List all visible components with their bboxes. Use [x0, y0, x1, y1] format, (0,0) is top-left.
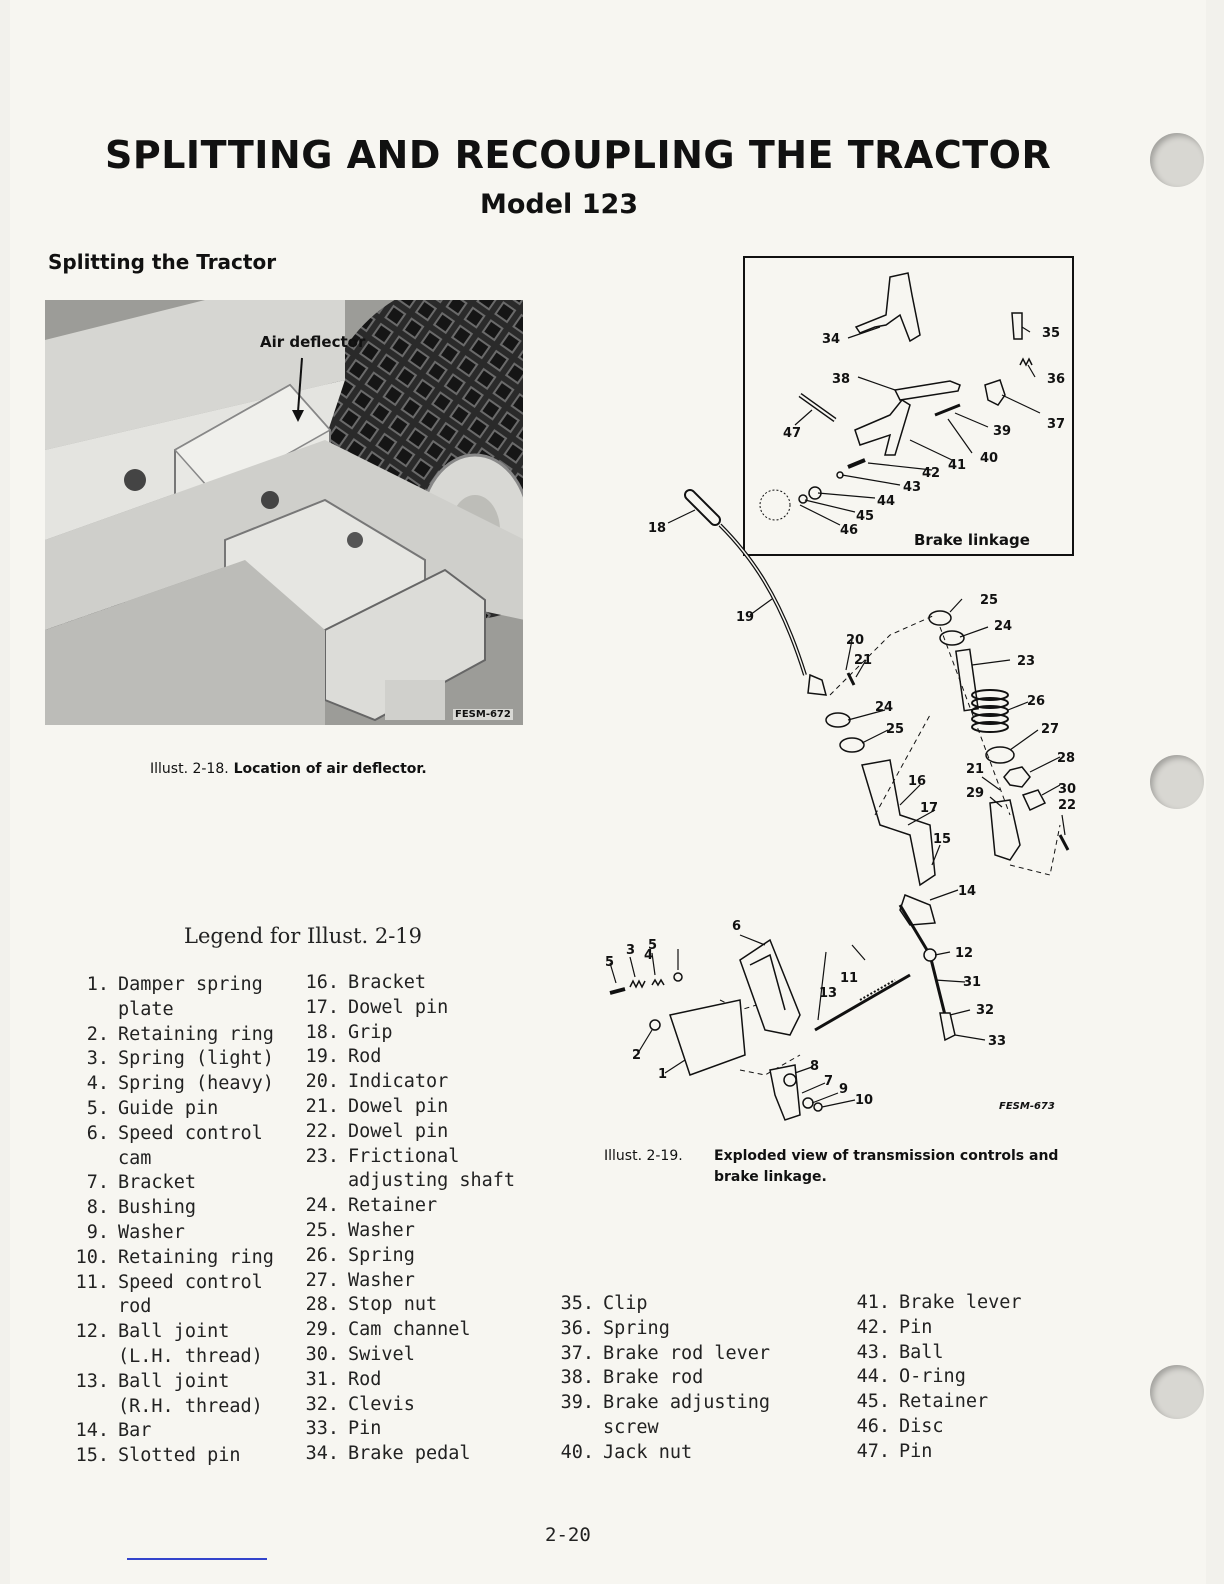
legend-entry-text: Brake pedal: [348, 1443, 471, 1465]
legend-entry-text: Dowel pin: [348, 1095, 449, 1117]
legend-entry: [302, 1318, 515, 1343]
callout-31: 31: [963, 975, 982, 990]
callout-6: 6: [732, 919, 742, 934]
legend-entry-text: Ball joint: [118, 1321, 230, 1343]
section-heading: Splitting the Tractor: [48, 250, 277, 274]
legend-entry-number: [72, 1395, 118, 1420]
legend-entry-text: adjusting shaft: [348, 1170, 516, 1192]
legend-entry-text: Speed control: [118, 1122, 263, 1144]
legend-entry-text: plate: [118, 998, 174, 1020]
legend-entry: [853, 1415, 1022, 1440]
legend-entry: [72, 1047, 274, 1072]
callout-8: 8: [810, 1059, 820, 1074]
legend-entry-number: 3.: [86, 1048, 109, 1070]
legend-entry-text: Grip: [348, 1021, 393, 1043]
diagram-caption-line1: Exploded view of transmission controls and: [714, 1148, 1059, 1164]
legend-entry-number: 8.: [86, 1197, 109, 1219]
callout-29: 29: [966, 786, 985, 801]
callout-37: 37: [1047, 417, 1066, 432]
legend-entry: [72, 1345, 274, 1370]
legend-entry: [302, 1269, 515, 1294]
legend-entry-text: Bar: [118, 1420, 152, 1442]
legend-entry-text: O-ring: [899, 1366, 966, 1388]
legend-entry-number: 17.: [305, 996, 339, 1018]
legend-entry-number: 40.: [560, 1441, 594, 1463]
legend-entry: [72, 1221, 274, 1246]
legend-entry: [557, 1317, 770, 1342]
legend-entry-text: Bracket: [118, 1172, 196, 1194]
photo-callout-air-deflector: Air deflector: [260, 333, 366, 351]
legend-entry-text: Retaining ring: [118, 1023, 274, 1045]
legend-entry-text: Damper spring: [118, 974, 263, 995]
callout-7: 7: [824, 1074, 834, 1089]
legend-entry-number: 41.: [856, 1292, 890, 1313]
legend-entry: [302, 1194, 515, 1219]
legend-entry: [72, 998, 274, 1023]
callout-18: 18: [648, 521, 667, 536]
legend-entry-number: 34.: [305, 1443, 339, 1465]
legend-entry: [72, 1271, 274, 1296]
callout-25: 25: [980, 593, 999, 608]
exploded-diagram-drawing: [590, 255, 1080, 1125]
legend-entry-number: 43.: [856, 1341, 890, 1363]
legend-entry: [302, 1293, 515, 1318]
photo-caption-number: Illust. 2-18.: [150, 761, 229, 777]
legend-entry-number: 16.: [305, 972, 339, 993]
legend-entry: [302, 1219, 515, 1244]
callout-21: 21: [854, 653, 873, 668]
legend-entry-text: Stop nut: [348, 1294, 438, 1316]
callout-38: 38: [832, 372, 851, 387]
legend-entry-text: Cam channel: [348, 1319, 471, 1341]
legend-entry-text: Washer: [348, 1269, 415, 1291]
legend-entry-text: Retainer: [899, 1391, 989, 1413]
legend-entry-number: 31.: [305, 1368, 339, 1390]
legend-entry-text: Retainer: [348, 1195, 438, 1217]
legend-entry-text: screw: [603, 1416, 659, 1438]
callout-26: 26: [1027, 694, 1046, 709]
callout-41: 41: [948, 458, 967, 473]
legend-entry-number: 2.: [86, 1023, 109, 1045]
callout-33: 33: [988, 1034, 1007, 1049]
callout-45: 45: [856, 509, 875, 524]
legend-entry-text: Clip: [603, 1293, 648, 1314]
inset-label-brake-linkage: Brake linkage: [914, 531, 1030, 549]
legend-entry: [302, 996, 515, 1021]
callout-24b: 24: [875, 700, 894, 715]
punch-hole-top: [1150, 133, 1204, 187]
legend-entry-text: Indicator: [348, 1071, 449, 1093]
legend-entry: [557, 1342, 770, 1367]
legend-entry-number: 45.: [856, 1391, 890, 1413]
callout-1: 1: [658, 1067, 668, 1082]
callout-12: 12: [955, 946, 974, 961]
legend-entry-number: 20.: [305, 1071, 339, 1093]
legend-entry: [302, 1393, 515, 1418]
legend-entry: [302, 1045, 515, 1070]
legend-entry: [557, 1391, 770, 1416]
legend-entry: [72, 973, 274, 998]
legend-entry-text: Frictional: [348, 1145, 460, 1167]
legend-entry: [557, 1441, 770, 1466]
callout-5b: 5: [605, 955, 615, 970]
legend-entry-text: Clevis: [348, 1393, 415, 1415]
legend-entry: [302, 1120, 515, 1145]
legend-entry: [72, 1419, 274, 1444]
legend-entry: [557, 1366, 770, 1391]
legend-entry-number: 18.: [305, 1021, 339, 1043]
callout-36: 36: [1047, 372, 1066, 387]
callout-10: 10: [855, 1093, 874, 1108]
legend-entry-number: 35.: [560, 1293, 594, 1314]
legend-entry: [302, 1244, 515, 1269]
legend-entry: [72, 1444, 274, 1469]
tractor-photo: [45, 300, 523, 725]
callout-42: 42: [922, 466, 941, 481]
legend-entry: [72, 1147, 274, 1172]
legend-entry-number: [72, 1147, 118, 1172]
legend-entry: [72, 1246, 274, 1271]
diagram-caption: [604, 1146, 1058, 1188]
legend-column-4: [853, 1291, 1022, 1465]
legend-entry-text: Washer: [118, 1221, 185, 1243]
legend-entry: [302, 1343, 515, 1368]
legend-entry-number: 24.: [305, 1195, 339, 1217]
callout-5: 5: [648, 938, 658, 953]
legend-entry: [557, 1292, 770, 1317]
legend-title: Legend for Illust. 2-19: [184, 924, 423, 948]
legend-entry-text: Pin: [899, 1316, 933, 1338]
legend-entry: [72, 1171, 274, 1196]
legend-entry: [72, 1097, 274, 1122]
legend-entry-number: 33.: [305, 1418, 339, 1440]
legend-entry-number: [72, 1295, 118, 1320]
page-subtitle: Model 123: [480, 189, 639, 220]
callout-19: 19: [736, 610, 755, 625]
callout-24: 24: [994, 619, 1013, 634]
legend-entry-number: 30.: [305, 1343, 339, 1365]
legend-entry: [72, 1196, 274, 1221]
legend-entry: [302, 1442, 515, 1467]
legend-entry-number: 22.: [305, 1120, 339, 1142]
legend-entry: [72, 1395, 274, 1420]
legend-entry-text: Spring (heavy): [118, 1073, 274, 1095]
legend-entry: [72, 1320, 274, 1345]
legend-entry-number: [557, 1416, 603, 1441]
legend-entry-number: 26.: [305, 1244, 339, 1266]
legend-entry-number: 37.: [560, 1342, 594, 1364]
callout-30: 30: [1058, 782, 1077, 797]
legend-entry-number: 6.: [86, 1122, 109, 1144]
legend-entry-number: [72, 1345, 118, 1370]
legend-entry: [853, 1316, 1022, 1341]
callout-21b: 21: [966, 762, 985, 777]
punch-hole-bottom: [1150, 1365, 1204, 1419]
legend-column-2: [302, 971, 515, 1467]
legend-entry: [853, 1390, 1022, 1415]
legend-entry-text: Ball joint: [118, 1370, 230, 1392]
legend-entry-number: 25.: [305, 1219, 339, 1241]
legend-entry-number: 15.: [75, 1445, 109, 1467]
legend-entry-number: 23.: [305, 1145, 339, 1167]
legend-entry: [302, 1417, 515, 1442]
legend-entry-number: 1.: [86, 974, 109, 995]
legend-entry: [302, 1368, 515, 1393]
legend-entry: [72, 1122, 274, 1147]
legend-entry-text: Disc: [899, 1415, 944, 1437]
callout-43: 43: [903, 480, 922, 495]
legend-entry-text: Rod: [348, 1368, 382, 1390]
legend-entry-text: Washer: [348, 1219, 415, 1241]
legend-entry-text: Bushing: [118, 1197, 196, 1219]
legend-entry: [302, 1070, 515, 1095]
legend-entry: [302, 1145, 515, 1170]
callout-25b: 25: [886, 722, 905, 737]
legend-entry-text: Brake rod lever: [603, 1342, 771, 1364]
page-number: 2-20: [545, 1524, 591, 1546]
legend-entry-text: Slotted pin: [118, 1445, 241, 1467]
legend-entry: [302, 1095, 515, 1120]
legend-entry-number: 36.: [560, 1317, 594, 1339]
legend-entry: [72, 1370, 274, 1395]
legend-entry-text: Retaining ring: [118, 1246, 274, 1268]
callout-39: 39: [993, 424, 1012, 439]
legend-entry: [302, 1021, 515, 1046]
legend-entry-number: 39.: [560, 1392, 594, 1414]
callout-9: 9: [839, 1082, 849, 1097]
page-title: SPLITTING AND RECOUPLING THE TRACTOR: [105, 133, 1052, 177]
callout-44: 44: [877, 494, 896, 509]
legend-entry-text: Spring (light): [118, 1048, 274, 1070]
legend-entry-text: Guide pin: [118, 1097, 219, 1119]
legend-entry-text: Spring: [603, 1317, 670, 1339]
legend-entry-text: Speed control: [118, 1271, 263, 1293]
legend-entry-number: 29.: [305, 1319, 339, 1341]
legend-entry-number: [302, 1169, 348, 1194]
legend-entry: [853, 1341, 1022, 1366]
legend-entry-number: 13.: [75, 1370, 109, 1392]
exploded-diagram: [590, 255, 1080, 1129]
legend-entry-text: rod: [118, 1296, 152, 1318]
callout-4b: 4: [644, 948, 654, 963]
callout-22: 22: [1058, 798, 1077, 813]
callout-13: 13: [819, 986, 838, 1001]
diagram-caption-number: Illust. 2-19.: [604, 1148, 683, 1164]
callout-32: 32: [976, 1003, 995, 1018]
legend-entry-text: Spring: [348, 1244, 415, 1266]
edge-mark: [127, 1558, 267, 1560]
legend-column-1: [72, 973, 274, 1469]
legend-entry: [72, 1023, 274, 1048]
legend-entry-number: [72, 998, 118, 1023]
legend-entry-number: 38.: [560, 1367, 594, 1389]
legend-entry-number: 19.: [305, 1046, 339, 1068]
legend-entry-text: Pin: [899, 1440, 933, 1462]
legend-entry-text: (R.H. thread): [118, 1395, 263, 1417]
legend-entry: [302, 971, 515, 996]
legend-column-3: [557, 1292, 770, 1466]
callout-23: 23: [1017, 654, 1036, 669]
callout-35: 35: [1042, 326, 1061, 341]
callout-16: 16: [908, 774, 927, 789]
legend-entry: [72, 1072, 274, 1097]
photo-caption-text: Location of air deflector.: [233, 761, 427, 777]
callout-28: 28: [1057, 751, 1076, 766]
callout-46: 46: [840, 523, 859, 538]
legend-entry: [853, 1365, 1022, 1390]
legend-entry-number: 44.: [856, 1366, 890, 1388]
photo-caption: [150, 761, 427, 777]
legend-entry-number: 12.: [75, 1321, 109, 1343]
legend-entry-text: Swivel: [348, 1343, 415, 1365]
diagram-code: FESM-673: [999, 1101, 1055, 1112]
callout-47: 47: [783, 426, 802, 441]
legend-entry-number: 10.: [75, 1246, 109, 1268]
diagram-caption-line2: brake linkage.: [714, 1169, 827, 1185]
callout-15: 15: [933, 832, 952, 847]
callout-40: 40: [980, 451, 999, 466]
legend-entry-text: cam: [118, 1147, 152, 1169]
legend-entry: [557, 1416, 770, 1441]
legend-entry: [72, 1295, 274, 1320]
legend-entry-number: 42.: [856, 1316, 890, 1338]
legend-entry-number: 21.: [305, 1095, 339, 1117]
callout-2: 2: [632, 1048, 642, 1063]
legend-entry: [853, 1440, 1022, 1465]
legend-entry-text: Dowel pin: [348, 996, 449, 1018]
legend-entry-text: Brake lever: [899, 1292, 1022, 1313]
legend-entry-text: Jack nut: [603, 1441, 693, 1463]
photo-code: FESM-672: [455, 709, 511, 720]
legend-entry: [302, 1169, 515, 1194]
legend-entry-text: Pin: [348, 1418, 382, 1440]
legend-entry-text: Brake adjusting: [603, 1392, 771, 1414]
legend-entry-number: 47.: [856, 1440, 890, 1462]
callout-27: 27: [1041, 722, 1060, 737]
legend-entry-text: Bracket: [348, 972, 426, 993]
callout-11: 11: [840, 971, 859, 986]
legend-entry-text: Ball: [899, 1341, 944, 1363]
callout-20: 20: [846, 633, 865, 648]
legend-entry-number: 27.: [305, 1269, 339, 1291]
legend-entry-number: 5.: [86, 1097, 109, 1119]
punch-hole-middle: [1150, 755, 1204, 809]
legend-entry: [853, 1291, 1022, 1316]
legend-entry-number: 28.: [305, 1294, 339, 1316]
legend-entry-text: Brake rod: [603, 1367, 704, 1389]
legend-entry-number: 46.: [856, 1415, 890, 1437]
legend-entry-number: 4.: [86, 1073, 109, 1095]
legend-entry-number: 11.: [75, 1271, 109, 1293]
legend-entry-text: Rod: [348, 1046, 382, 1068]
callout-14: 14: [958, 884, 977, 899]
legend-entry-text: Dowel pin: [348, 1120, 449, 1142]
callout-17: 17: [920, 801, 939, 816]
callout-34: 34: [822, 332, 841, 347]
legend-entry-number: 7.: [86, 1172, 109, 1194]
tractor-photo-drawing: [45, 300, 523, 725]
legend-entry-text: (L.H. thread): [118, 1345, 263, 1367]
legend-entry-number: 9.: [86, 1221, 109, 1243]
legend-entry-number: 32.: [305, 1393, 339, 1415]
legend-entry-number: 14.: [75, 1420, 109, 1442]
callout-3: 3: [626, 943, 636, 958]
